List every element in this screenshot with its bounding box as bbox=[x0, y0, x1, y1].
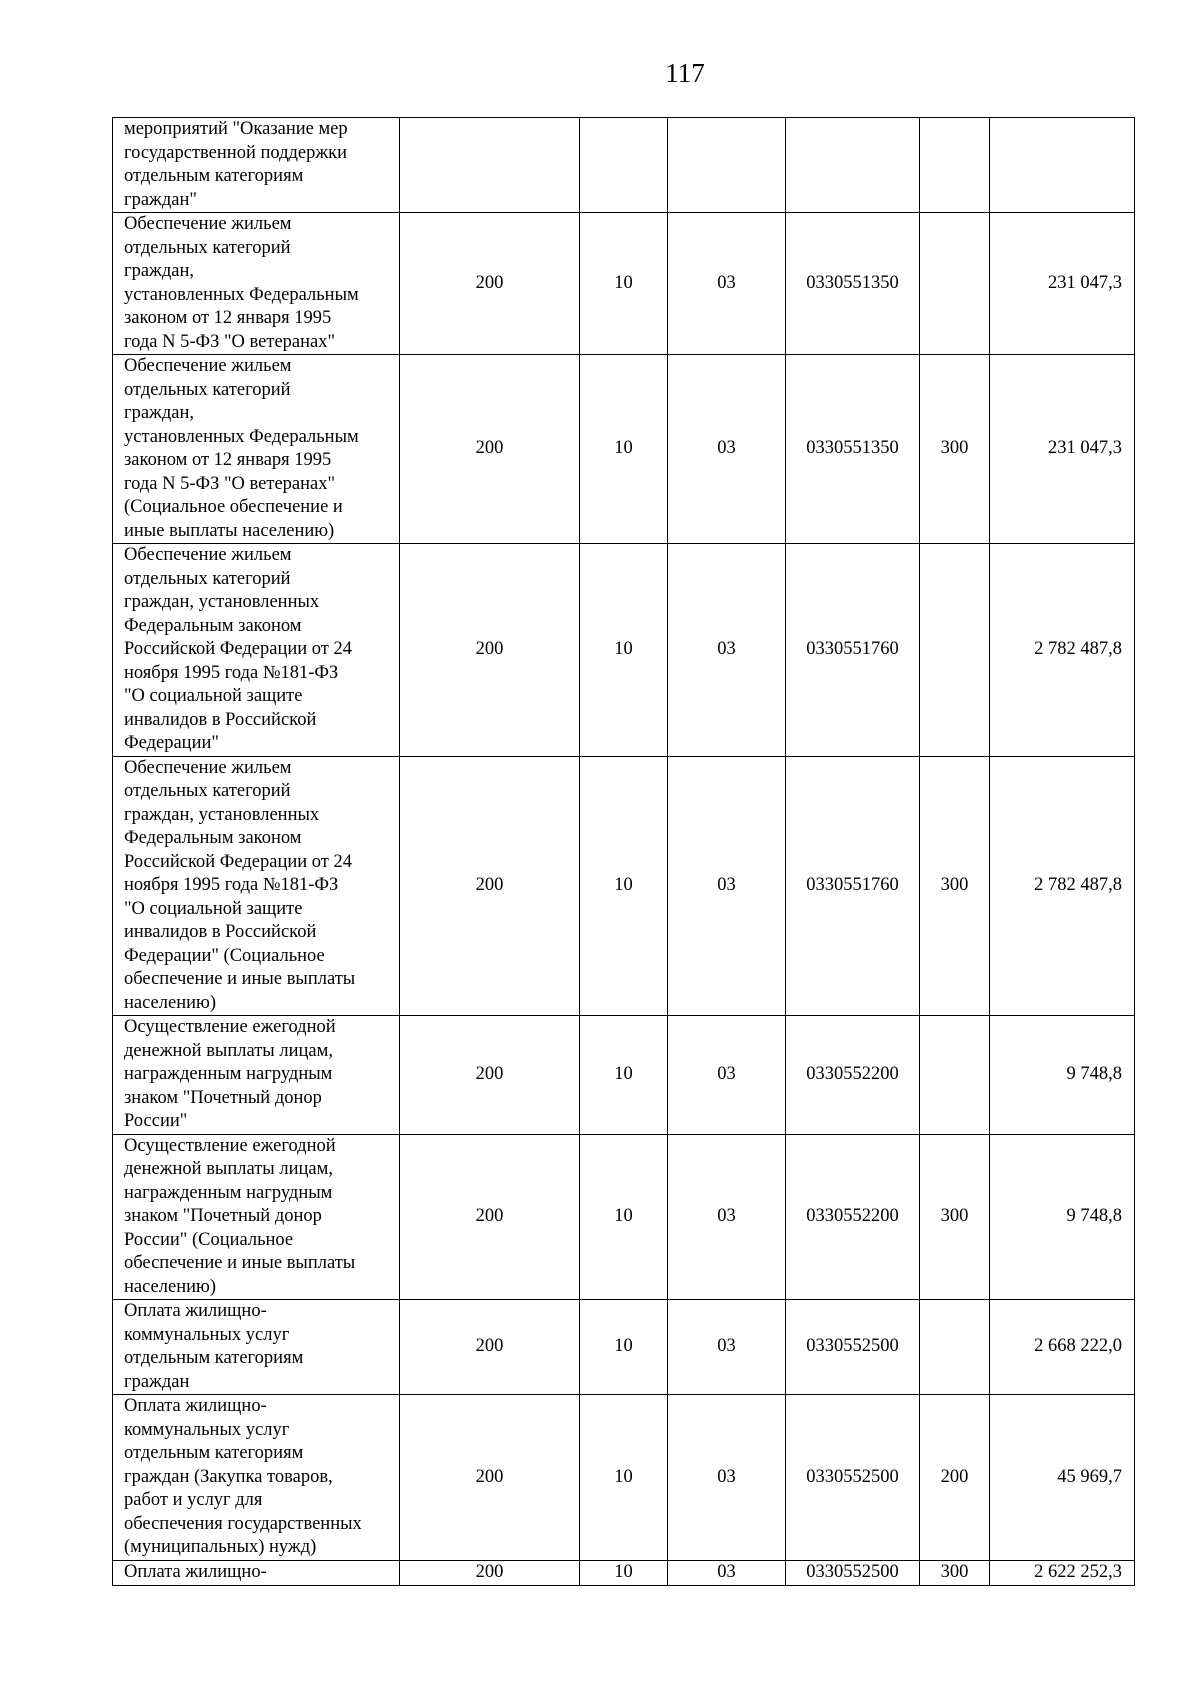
description-line: граждан (Закупка товаров, bbox=[124, 1466, 333, 1487]
cell-pr bbox=[668, 118, 786, 213]
table-row bbox=[113, 1016, 1135, 1135]
cell-vr: 200 bbox=[920, 1395, 990, 1561]
description-line: отдельным категориям bbox=[124, 1348, 304, 1368]
cell-pr: 03 bbox=[668, 1300, 786, 1395]
table-row bbox=[113, 1300, 1135, 1395]
row-description bbox=[113, 1395, 400, 1561]
description-line: Обеспечение жильем bbox=[124, 757, 292, 778]
cell-gr: 200 bbox=[400, 1561, 580, 1586]
cell-gr: 200 bbox=[400, 213, 580, 355]
description-line: отдельных категорий bbox=[124, 379, 291, 400]
description-line: "О социальной защите bbox=[124, 686, 303, 706]
cell-sum: 2 782 487,8 bbox=[990, 544, 1135, 757]
cell-gr bbox=[400, 118, 580, 213]
cell-rz: 10 bbox=[580, 544, 668, 757]
cell-csr: 0330551760 bbox=[786, 544, 920, 757]
description-line: Федеральным законом bbox=[124, 828, 302, 848]
description-line: денежной выплаты лицам, bbox=[124, 1159, 333, 1179]
description-line: граждан bbox=[124, 1371, 190, 1392]
table-row bbox=[113, 1395, 1135, 1561]
row-description bbox=[113, 544, 400, 757]
description-line: Российской Федерации от 24 bbox=[124, 639, 353, 659]
description-line: инвалидов в Российской bbox=[124, 922, 317, 942]
cell-sum: 231 047,3 bbox=[990, 213, 1135, 355]
description-line: работ и услуг для bbox=[124, 1490, 263, 1510]
cell-gr: 200 bbox=[400, 355, 580, 544]
cell-csr: 0330552200 bbox=[786, 1016, 920, 1135]
cell-vr: 300 bbox=[920, 1134, 990, 1300]
table-row bbox=[113, 756, 1135, 1016]
description-line: отдельных категорий bbox=[124, 781, 291, 801]
description-line: "О социальной защите bbox=[124, 898, 303, 919]
cell-csr: 0330552500 bbox=[786, 1561, 920, 1586]
description-line: граждан, bbox=[124, 261, 194, 281]
table-row bbox=[113, 118, 1135, 213]
cell-rz: 10 bbox=[580, 213, 668, 355]
description-line: законом от 12 января 1995 bbox=[124, 308, 332, 328]
cell-gr: 200 bbox=[400, 1300, 580, 1395]
cell-csr bbox=[786, 118, 920, 213]
description-line: Осуществление ежегодной bbox=[124, 1135, 336, 1156]
cell-pr: 03 bbox=[668, 544, 786, 757]
cell-csr: 0330552200 bbox=[786, 1134, 920, 1300]
description-line: граждан, установленных bbox=[124, 804, 320, 825]
cell-pr: 03 bbox=[668, 1016, 786, 1135]
row-description bbox=[113, 756, 400, 1016]
cell-pr: 03 bbox=[668, 1395, 786, 1561]
table-row bbox=[113, 355, 1135, 544]
description-line: законом от 12 января 1995 bbox=[124, 450, 332, 470]
description-line: Федеральным законом bbox=[124, 615, 302, 636]
description-line: России" (Социальное bbox=[124, 1229, 294, 1250]
description-line: знаком "Почетный донор bbox=[124, 1206, 322, 1226]
description-line: Российской Федерации от 24 bbox=[124, 851, 353, 872]
description-line: года N 5-ФЗ "О ветеранах" bbox=[124, 331, 336, 352]
cell-sum: 2 668 222,0 bbox=[990, 1300, 1135, 1395]
row-description bbox=[113, 1016, 400, 1135]
description-line: (Социальное обеспечение и bbox=[124, 497, 343, 517]
description-line: Обеспечение жильем bbox=[124, 214, 292, 234]
page-number: 117 bbox=[665, 58, 705, 88]
cell-gr: 200 bbox=[400, 544, 580, 757]
row-description bbox=[113, 355, 400, 544]
description-line: знаком "Почетный донор bbox=[124, 1087, 322, 1108]
description-line: Обеспечение жильем bbox=[124, 545, 292, 565]
description-line: отдельным категориям bbox=[124, 166, 304, 186]
cell-vr bbox=[920, 118, 990, 213]
cell-gr: 200 bbox=[400, 1134, 580, 1300]
row-description bbox=[113, 1561, 400, 1586]
cell-sum: 45 969,7 bbox=[990, 1395, 1135, 1561]
description-line: года N 5-ФЗ "О ветеранах" bbox=[124, 473, 336, 494]
table-row bbox=[113, 544, 1135, 757]
description-line: обеспечение и иные выплаты bbox=[124, 1253, 356, 1273]
description-line: граждан, bbox=[124, 403, 194, 423]
description-line: государственной поддержки bbox=[124, 142, 348, 163]
description-line: мероприятий "Оказание мер bbox=[124, 119, 348, 139]
row-description bbox=[113, 118, 400, 213]
description-line: обеспечение и иные выплаты bbox=[124, 969, 356, 989]
description-line: Оплата жилищно- bbox=[124, 1301, 267, 1321]
cell-vr bbox=[920, 544, 990, 757]
description-line: обеспечения государственных bbox=[124, 1513, 362, 1534]
cell-rz bbox=[580, 118, 668, 213]
description-line: награжденным нагрудным bbox=[124, 1064, 333, 1084]
description-line: отдельных категорий bbox=[124, 568, 291, 589]
description-line: населению) bbox=[124, 1276, 216, 1297]
cell-vr bbox=[920, 1016, 990, 1135]
cell-csr: 0330551350 bbox=[786, 213, 920, 355]
cell-pr: 03 bbox=[668, 213, 786, 355]
cell-vr bbox=[920, 213, 990, 355]
cell-vr: 300 bbox=[920, 1561, 990, 1586]
description-line: населению) bbox=[124, 992, 216, 1013]
cell-gr: 200 bbox=[400, 756, 580, 1016]
cell-sum: 231 047,3 bbox=[990, 355, 1135, 544]
cell-rz: 10 bbox=[580, 1395, 668, 1561]
cell-csr: 0330551350 bbox=[786, 355, 920, 544]
cell-sum: 9 748,8 bbox=[990, 1016, 1135, 1135]
table-row bbox=[113, 213, 1135, 355]
description-line: установленных Федеральным bbox=[124, 284, 359, 305]
row-description bbox=[113, 1134, 400, 1300]
description-line: Оплата жилищно- bbox=[124, 1396, 267, 1416]
cell-sum: 2 622 252,3 bbox=[990, 1561, 1135, 1586]
cell-pr: 03 bbox=[668, 1561, 786, 1586]
description-line: (муниципальных) нужд) bbox=[124, 1537, 317, 1557]
cell-pr: 03 bbox=[668, 756, 786, 1016]
cell-gr: 200 bbox=[400, 1395, 580, 1561]
description-line: денежной выплаты лицам, bbox=[124, 1040, 333, 1061]
table-row bbox=[113, 1134, 1135, 1300]
description-line: инвалидов в Российской bbox=[124, 709, 317, 730]
description-line: награжденным нагрудным bbox=[124, 1182, 333, 1203]
cell-vr: 300 bbox=[920, 756, 990, 1016]
row-description bbox=[113, 1300, 400, 1395]
cell-csr: 0330552500 bbox=[786, 1395, 920, 1561]
row-description bbox=[113, 213, 400, 355]
description-line: установленных Федеральным bbox=[124, 426, 359, 447]
cell-sum: 2 782 487,8 bbox=[990, 756, 1135, 1016]
cell-rz: 10 bbox=[580, 1300, 668, 1395]
description-line: Оплата жилищно- bbox=[124, 1562, 267, 1582]
table-row bbox=[113, 1561, 1135, 1586]
cell-pr: 03 bbox=[668, 1134, 786, 1300]
cell-rz: 10 bbox=[580, 1134, 668, 1300]
description-line: коммунальных услуг bbox=[124, 1324, 290, 1345]
cell-sum: 9 748,8 bbox=[990, 1134, 1135, 1300]
description-line: Федерации" bbox=[124, 733, 219, 753]
description-line: отдельным категориям bbox=[124, 1443, 304, 1463]
description-line: граждан" bbox=[124, 189, 197, 210]
cell-vr bbox=[920, 1300, 990, 1395]
cell-sum bbox=[990, 118, 1135, 213]
description-line: Федерации" (Социальное bbox=[124, 945, 325, 966]
description-line: коммунальных услуг bbox=[124, 1419, 290, 1440]
budget-table bbox=[112, 117, 1135, 1586]
description-line: ноября 1995 года №181-ФЗ bbox=[124, 662, 339, 683]
description-line: Обеспечение жильем bbox=[124, 356, 292, 376]
cell-csr: 0330552500 bbox=[786, 1300, 920, 1395]
cell-pr: 03 bbox=[668, 355, 786, 544]
description-line: Осуществление ежегодной bbox=[124, 1017, 336, 1037]
description-line: России" bbox=[124, 1111, 188, 1131]
description-line: ноября 1995 года №181-ФЗ bbox=[124, 875, 339, 895]
cell-rz: 10 bbox=[580, 756, 668, 1016]
description-line: иные выплаты населению) bbox=[124, 520, 335, 541]
cell-rz: 10 bbox=[580, 1561, 668, 1586]
cell-gr: 200 bbox=[400, 1016, 580, 1135]
cell-rz: 10 bbox=[580, 355, 668, 544]
description-line: граждан, установленных bbox=[124, 592, 320, 612]
cell-csr: 0330551760 bbox=[786, 756, 920, 1016]
description-line: отдельных категорий bbox=[124, 237, 291, 258]
cell-rz: 10 bbox=[580, 1016, 668, 1135]
cell-vr: 300 bbox=[920, 355, 990, 544]
